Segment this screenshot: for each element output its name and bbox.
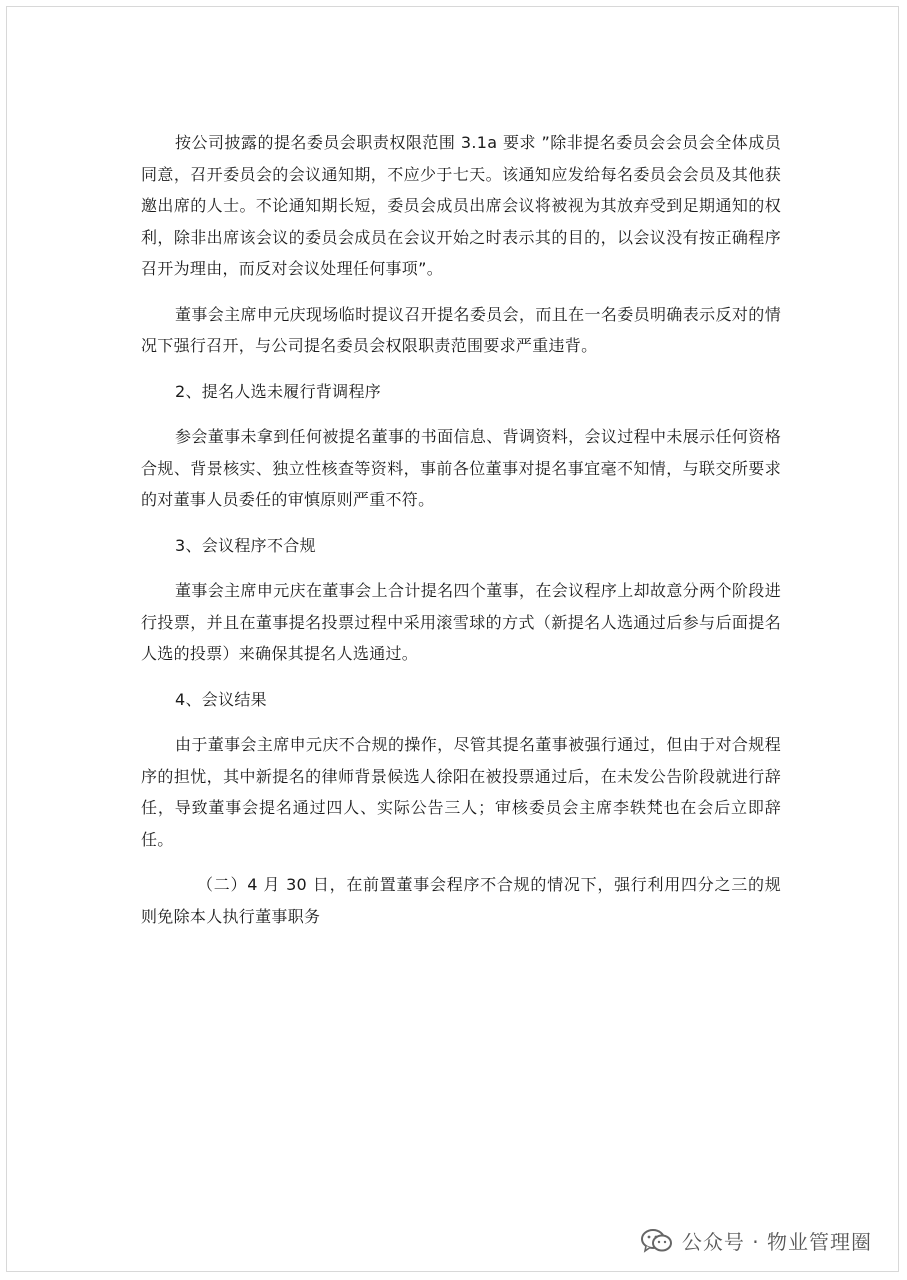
- heading-background-check: 2、提名人选未履行背调程序: [175, 381, 382, 401]
- paragraph-meeting-result: 由于董事会主席申元庆不合规的操作，尽管其提名董事被强行通过，但由于对合规程序的担忧，其中新提名的律师背景候选人徐阳在被投票通过后，在未发公告阶段就进行辞任，导致董事会提名通过四人、实际公告三人；审核委员会主席李轶梵也在会后立即辞任。: [141, 735, 781, 849]
- paragraph-background-check: 参会董事未拿到任何被提名董事的书面信息、背调资料，会议过程中未展示任何资格合规、背景核实、独立性核查等资料，事前各位董事对提名事宜毫不知情，与联交所要求的对董事人员委任的审慎原则严重不符。: [141, 427, 781, 509]
- paragraph-meeting-procedure: 董事会主席申元庆在董事会上合计提名四个董事，在会议程序上却故意分两个阶段进行投票，并且在董事提名投票过程中采用滚雪球的方式（新提名人选通过后参与后面提名人选的投票）来确保其提名人选通过。: [141, 581, 781, 663]
- watermark: [640, 1226, 872, 1255]
- paragraph-chairman-proposal: 董事会主席申元庆现场临时提议召开提名委员会，而且在一名委员明确表示反对的情况下强行召开，与公司提名委员会权限职责范围要求严重违背。: [141, 304, 781, 355]
- document-body: [141, 127, 781, 946]
- watermark-text: 公众号 · 物业管理圈: [681, 1230, 872, 1254]
- paragraph-notice-requirement: 按公司披露的提名委员会职责权限范围 3.1a 要求 ”除非提名委员会会员会全体成员同意，召开委员会的会议通知期，不应少于七天。该通知应发给每名委员会会员及其他获邀出席的人士。不论通知期长短，委员会成员出席会议将被视为其放弃受到足期通知的权利，除非出席该会议的委员会成员在会议开始之时表示其的目的，以会议没有按正确程序召开为理由，而反对会议处理任何事项”。: [141, 133, 781, 278]
- paragraph-april-30: （二）4 月 30 日，在前置董事会程序不合规的情况下，强行利用四分之三的规则免除本人执行董事职务: [141, 875, 781, 926]
- wechat-icon: [640, 1228, 674, 1254]
- heading-meeting-result: 4、会议结果: [175, 689, 267, 709]
- document-page: [6, 6, 899, 1272]
- heading-meeting-procedure: 3、会议程序不合规: [175, 535, 316, 555]
